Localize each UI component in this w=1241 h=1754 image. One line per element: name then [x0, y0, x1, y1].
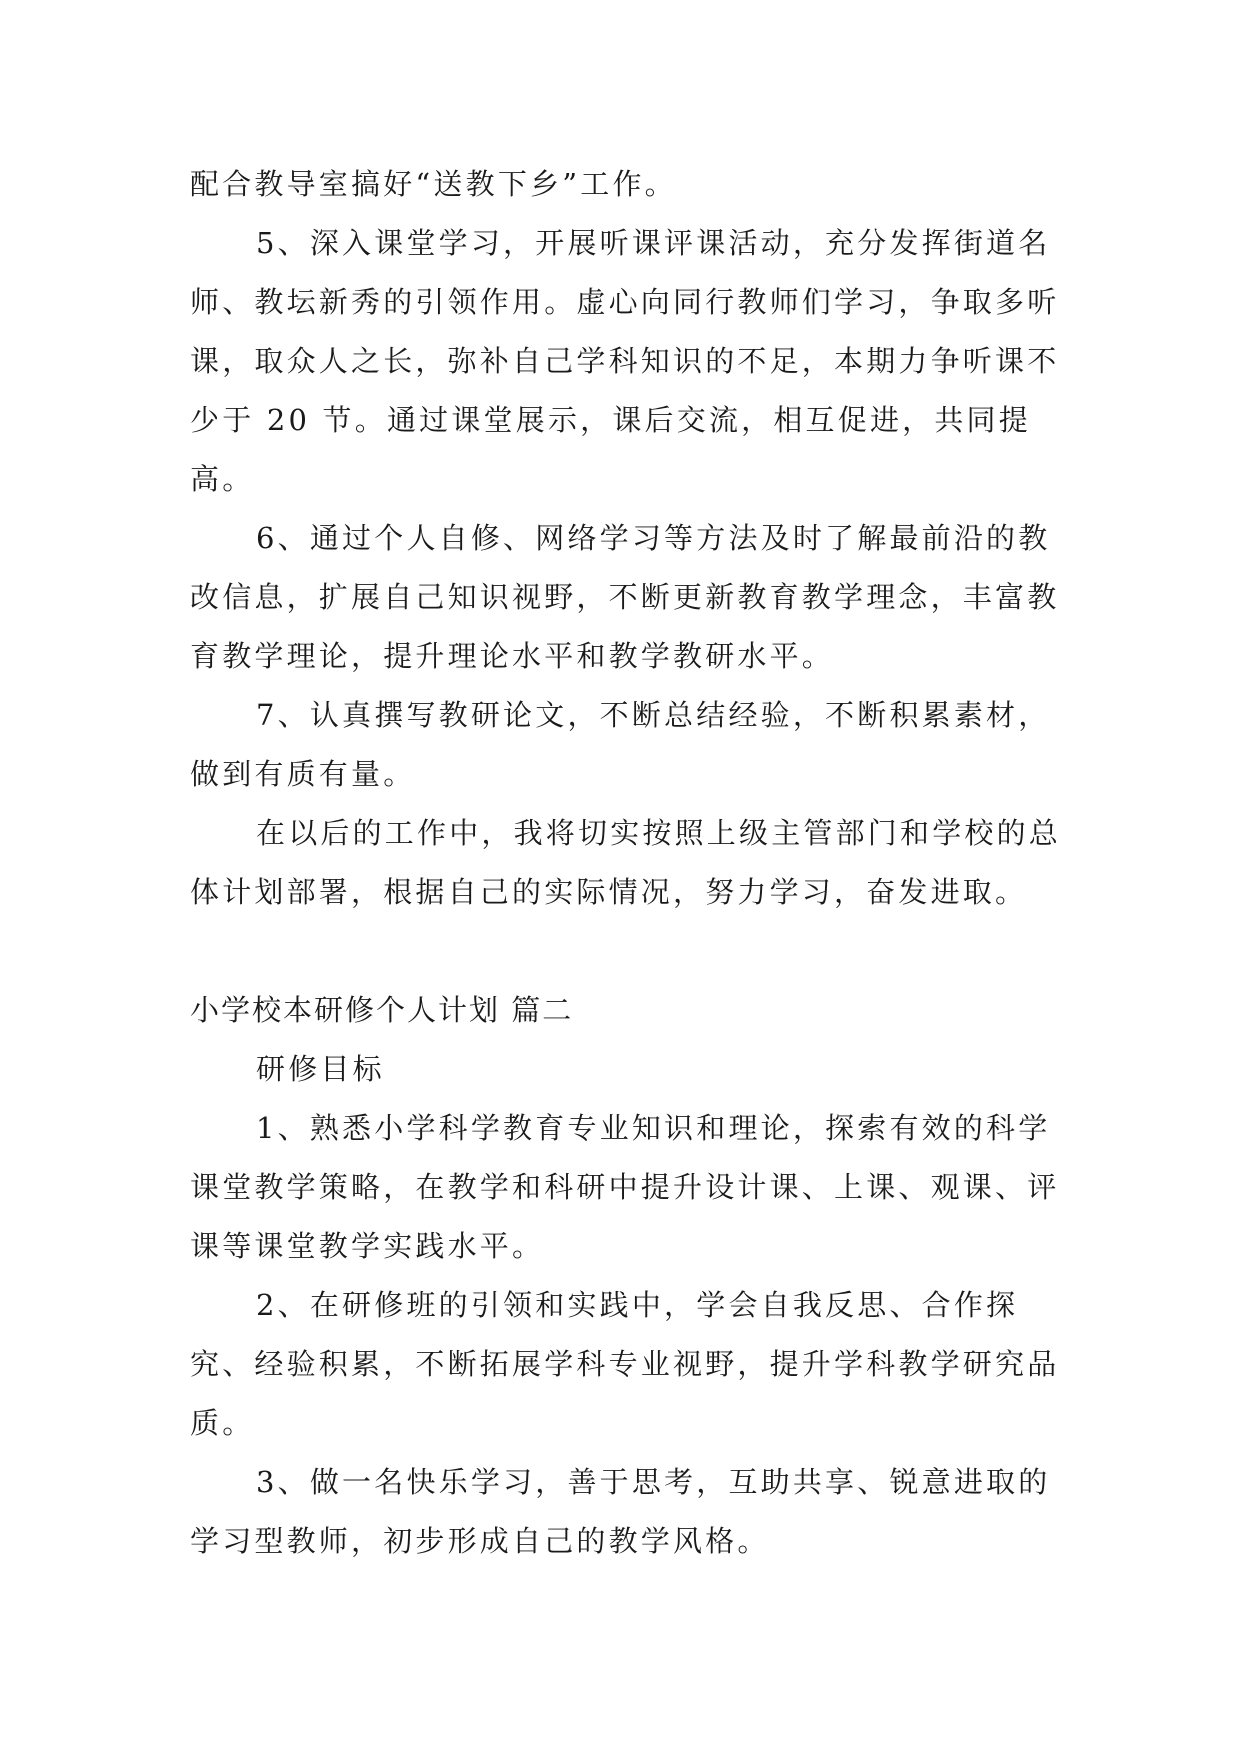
conclusion-paragraph: 在以后的工作中，我将切实按照上级主管部门和学校的总体计划部署，根据自己的实际情况，努力学习，奋发进取。 [190, 816, 1062, 909]
list-item-6: 6、通过个人自修、网络学习等方法及时了解最前沿的教改信息，扩展自己知识视野，不断更新教育教学理念，丰富教育教学理论，提升理论水平和教学教研水平。 [190, 521, 1060, 673]
subheading-goals: 研修目标 [256, 1052, 385, 1086]
section-title: 小学校本研修个人计划 篇二 [190, 993, 574, 1027]
goal-item-2: 2、在研修班的引领和实践中，学会自我反思、合作探究、经验积累，不断拓展学科专业视野，提升学科教学研究品质。 [190, 1288, 1060, 1440]
goal-item-3: 3、做一名快乐学习，善于思考，互助共享、锐意进取的学习型教师，初步形成自己的教学风格。 [190, 1465, 1051, 1558]
document-body [190, 155, 1070, 1571]
list-item-5: 5、深入课堂学习，开展听课评课活动，充分发挥街道名师、教坛新秀的引领作用。虚心向同行教师们学习，争取多听课，取众人之长，弥补自己学科知识的不足，本期力争听课不少于 20 节。通过课堂展示，课后交流，相互促进，共同提高。 [190, 226, 1060, 496]
section-gap [190, 922, 1070, 981]
continuation-paragraph: 配合教导室搞好“送教下乡”工作。 [190, 167, 677, 201]
goal-item-1: 1、熟悉小学科学教育专业知识和理论，探索有效的科学课堂教学策略，在教学和科研中提升设计课、上课、观课、评课等课堂教学实践水平。 [190, 1111, 1060, 1263]
list-item-7: 7、认真撰写教研论文，不断总结经验，不断积累素材，做到有质有量。 [190, 698, 1051, 791]
